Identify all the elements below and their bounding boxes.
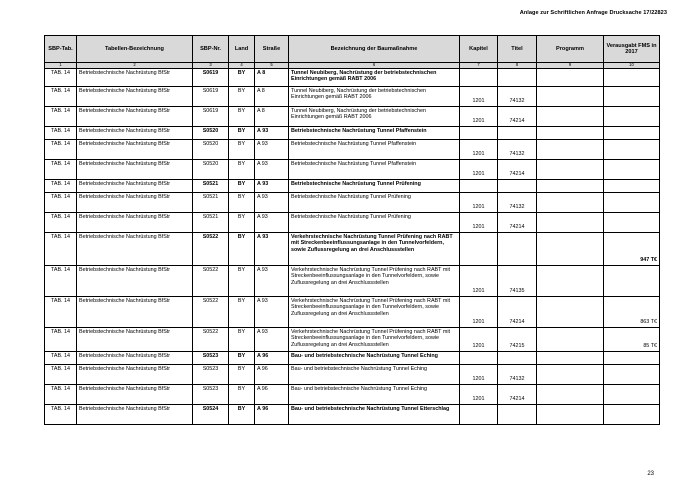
table-cell-land: BY xyxy=(229,86,255,106)
page-header: Anlage zur Schriftlichen Anfrage Drucksache 17/22823 xyxy=(519,10,667,16)
column-header: Kapitel xyxy=(460,36,498,63)
table-cell-tab: TAB. 14 xyxy=(45,296,77,327)
table-cell-land: BY xyxy=(229,296,255,327)
column-number: 6 xyxy=(289,63,460,69)
table-cell-fms xyxy=(604,265,660,296)
table-cell-kap: 1201 xyxy=(460,212,498,232)
table-cell-tab: TAB. 14 xyxy=(45,265,77,296)
table-cell-mass: Betriebstechnische Nachrüstung Tunnel Pfaffenstein xyxy=(289,126,460,139)
table-cell-mass: Betriebstechnische Nachrüstung Tunnel Prüfening xyxy=(289,212,460,232)
column-header: Programm xyxy=(537,36,604,63)
table-cell-titel: 74214 xyxy=(498,384,537,404)
table-cell-str: A 93 xyxy=(255,212,289,232)
table-cell-fms xyxy=(604,126,660,139)
table-cell-bez: Betriebstechnische Nachrüstung BfStr xyxy=(77,265,193,296)
table-cell-mass: Betriebstechnische Nachrüstung Tunnel Prüfening xyxy=(289,192,460,212)
table-cell-tab: TAB. 14 xyxy=(45,106,77,126)
table-cell-bez: Betriebstechnische Nachrüstung BfStr xyxy=(77,384,193,404)
table-cell-kap: 1201 xyxy=(460,296,498,327)
table-cell-tab: TAB. 14 xyxy=(45,159,77,179)
table-cell-nr: S0521 xyxy=(193,192,229,212)
table-cell-mass: Bau- und betriebstechnische Nachrüstung Tunnel Eching xyxy=(289,351,460,364)
table-cell-tab: TAB. 14 xyxy=(45,212,77,232)
column-number: 7 xyxy=(460,63,498,69)
table-cell-str: A 93 xyxy=(255,179,289,192)
column-number: 2 xyxy=(77,63,193,69)
table-cell-fms xyxy=(604,179,660,192)
table-row xyxy=(45,364,660,384)
table-cell-nr: S0522 xyxy=(193,327,229,351)
table-cell-str: A 93 xyxy=(255,192,289,212)
table-cell-fms xyxy=(604,384,660,404)
column-number: 4 xyxy=(229,63,255,69)
table-cell-str: A 8 xyxy=(255,68,289,86)
column-number: 1 xyxy=(45,63,77,69)
table-cell-tab: TAB. 14 xyxy=(45,139,77,159)
table-cell-titel: 74132 xyxy=(498,86,537,106)
table-cell-prog xyxy=(537,159,604,179)
table-cell-str: A 93 xyxy=(255,139,289,159)
table-cell-titel xyxy=(498,68,537,86)
table-cell-land: BY xyxy=(229,327,255,351)
column-header: Bezeichnung der Baumaßnahme xyxy=(289,36,460,63)
table-cell-str: A 93 xyxy=(255,265,289,296)
table-cell-tab: TAB. 14 xyxy=(45,351,77,364)
table-row xyxy=(45,179,660,192)
table-cell-mass: Tunnel Neubiberg, Nachrüstung der betriebstechnischen Einrichtungen gemäß RABT 2006 xyxy=(289,68,460,86)
table-cell-tab: TAB. 14 xyxy=(45,232,77,265)
table-cell-land: BY xyxy=(229,351,255,364)
table-cell-land: BY xyxy=(229,212,255,232)
table-cell-tab: TAB. 14 xyxy=(45,192,77,212)
table-cell-prog xyxy=(537,296,604,327)
table-cell-str: A 8 xyxy=(255,106,289,126)
table-cell-nr: S0619 xyxy=(193,106,229,126)
table-cell-bez: Betriebstechnische Nachrüstung BfStr xyxy=(77,364,193,384)
table-cell-prog xyxy=(537,179,604,192)
table-cell-kap: 1201 xyxy=(460,192,498,212)
table-row xyxy=(45,384,660,404)
table-row xyxy=(45,351,660,364)
table-cell-bez: Betriebstechnische Nachrüstung BfStr xyxy=(77,192,193,212)
table-cell-prog xyxy=(537,139,604,159)
table-cell-land: BY xyxy=(229,106,255,126)
table-cell-mass: Verkehrstechnische Nachrüstung Tunnel Prüfening nach RABT mit Streckenbeeinflussungsanlage in den Tunnelvorfeldern, sowie Zuflussregelung an drei Anschlussstellen xyxy=(289,232,460,265)
table-cell-titel: 74214 xyxy=(498,212,537,232)
table-cell-prog xyxy=(537,265,604,296)
table-row xyxy=(45,159,660,179)
table-row xyxy=(45,296,660,327)
table-cell-kap: 1201 xyxy=(460,384,498,404)
table-row xyxy=(45,106,660,126)
table-cell-titel xyxy=(498,232,537,265)
table-cell-fms xyxy=(604,139,660,159)
table-cell-nr: S0523 xyxy=(193,351,229,364)
table-cell-nr: S0619 xyxy=(193,68,229,86)
table-cell-titel xyxy=(498,404,537,424)
table-cell-nr: S0522 xyxy=(193,296,229,327)
table-cell-fms xyxy=(604,106,660,126)
table-cell-kap xyxy=(460,404,498,424)
table-cell-fms: 863 T€ xyxy=(604,296,660,327)
column-number: 5 xyxy=(255,63,289,69)
table-cell-fms: 947 T€ xyxy=(604,232,660,265)
page-number: 23 xyxy=(647,471,654,477)
table-cell-kap: 1201 xyxy=(460,86,498,106)
table-cell-land: BY xyxy=(229,179,255,192)
table-cell-tab: TAB. 14 xyxy=(45,86,77,106)
table-cell-prog xyxy=(537,86,604,106)
table-cell-kap: 1201 xyxy=(460,364,498,384)
table-cell-kap: 1201 xyxy=(460,327,498,351)
table-cell-land: BY xyxy=(229,404,255,424)
table-cell-titel: 74132 xyxy=(498,364,537,384)
table-cell-kap xyxy=(460,179,498,192)
table-cell-mass: Tunnel Neubiberg, Nachrüstung der betriebstechnischen Einrichtungen gemäß RABT 2006 xyxy=(289,106,460,126)
table-cell-bez: Betriebstechnische Nachrüstung BfStr xyxy=(77,68,193,86)
column-number: 10 xyxy=(604,63,660,69)
table-cell-mass: Betriebstechnische Nachrüstung Tunnel Pfaffenstein xyxy=(289,159,460,179)
table-cell-kap: 1201 xyxy=(460,159,498,179)
table-cell-mass: Bau- und betriebstechnische Nachrüstung Tunnel Etterschlag xyxy=(289,404,460,424)
table-row xyxy=(45,212,660,232)
table-cell-bez: Betriebstechnische Nachrüstung BfStr xyxy=(77,296,193,327)
table-cell-tab: TAB. 14 xyxy=(45,179,77,192)
table-cell-bez: Betriebstechnische Nachrüstung BfStr xyxy=(77,126,193,139)
table-cell-bez: Betriebstechnische Nachrüstung BfStr xyxy=(77,327,193,351)
table-cell-prog xyxy=(537,232,604,265)
table-cell-prog xyxy=(537,351,604,364)
table-row xyxy=(45,126,660,139)
table-cell-bez: Betriebstechnische Nachrüstung BfStr xyxy=(77,139,193,159)
table-cell-titel: 74214 xyxy=(498,106,537,126)
table-cell-kap xyxy=(460,68,498,86)
table-row xyxy=(45,86,660,106)
table-cell-prog xyxy=(537,68,604,86)
table-cell-mass: Bau- und betriebstechnische Nachrüstung Tunnel Eching xyxy=(289,364,460,384)
table-row xyxy=(45,139,660,159)
table-cell-str: A 93 xyxy=(255,159,289,179)
column-header: SBP-Tab. xyxy=(45,36,77,63)
column-number: 8 xyxy=(498,63,537,69)
table-cell-titel: 74135 xyxy=(498,265,537,296)
table-cell-str: A 96 xyxy=(255,404,289,424)
table-cell-titel: 74214 xyxy=(498,296,537,327)
table-cell-bez: Betriebstechnische Nachrüstung BfStr xyxy=(77,106,193,126)
table-cell-fms xyxy=(604,212,660,232)
table-cell-prog xyxy=(537,212,604,232)
table-cell-titel xyxy=(498,351,537,364)
table-cell-prog xyxy=(537,404,604,424)
table-cell-nr: S0522 xyxy=(193,265,229,296)
table-cell-nr: S0520 xyxy=(193,126,229,139)
table-cell-nr: S0520 xyxy=(193,159,229,179)
table-cell-land: BY xyxy=(229,364,255,384)
table-row xyxy=(45,265,660,296)
table-row xyxy=(45,192,660,212)
table-cell-land: BY xyxy=(229,192,255,212)
table-cell-titel: 74132 xyxy=(498,139,537,159)
table-cell-nr: S0524 xyxy=(193,404,229,424)
table-cell-mass: Tunnel Neubiberg, Nachrüstung der betriebstechnischen Einrichtungen gemäß RABT 2006 xyxy=(289,86,460,106)
column-number: 9 xyxy=(537,63,604,69)
table-cell-tab: TAB. 14 xyxy=(45,68,77,86)
table-cell-fms xyxy=(604,351,660,364)
table-cell-nr: S0523 xyxy=(193,384,229,404)
table-cell-kap: 1201 xyxy=(460,106,498,126)
table-cell-tab: TAB. 14 xyxy=(45,404,77,424)
table-cell-fms xyxy=(604,404,660,424)
table-row xyxy=(45,404,660,424)
table-cell-tab: TAB. 14 xyxy=(45,327,77,351)
table-cell-titel xyxy=(498,126,537,139)
table-cell-tab: TAB. 14 xyxy=(45,126,77,139)
table-cell-str: A 93 xyxy=(255,327,289,351)
table-row xyxy=(45,68,660,86)
table-cell-nr: S0520 xyxy=(193,139,229,159)
table-body xyxy=(45,68,660,424)
table-cell-land: BY xyxy=(229,126,255,139)
table-cell-str: A 93 xyxy=(255,296,289,327)
table-cell-nr: S0522 xyxy=(193,232,229,265)
table-cell-kap: 1201 xyxy=(460,265,498,296)
table-cell-mass: Betriebstechnische Nachrüstung Tunnel Prüfening xyxy=(289,179,460,192)
table-cell-land: BY xyxy=(229,139,255,159)
column-header: Tabellen-Bezeichnung xyxy=(77,36,193,63)
table-cell-land: BY xyxy=(229,159,255,179)
table-cell-kap xyxy=(460,351,498,364)
column-number: 3 xyxy=(193,63,229,69)
table-cell-nr: S0523 xyxy=(193,364,229,384)
table-cell-land: BY xyxy=(229,384,255,404)
table-cell-bez: Betriebstechnische Nachrüstung BfStr xyxy=(77,179,193,192)
table-cell-land: BY xyxy=(229,265,255,296)
table-cell-fms xyxy=(604,159,660,179)
table-cell-titel: 74215 xyxy=(498,327,537,351)
table-header xyxy=(45,36,660,69)
column-header: Land xyxy=(229,36,255,63)
table-cell-str: A 96 xyxy=(255,384,289,404)
table-cell-fms xyxy=(604,86,660,106)
table-cell-mass: Betriebstechnische Nachrüstung Tunnel Pfaffenstein xyxy=(289,139,460,159)
table-cell-kap: 1201 xyxy=(460,139,498,159)
table-cell-fms xyxy=(604,68,660,86)
table-cell-str: A 8 xyxy=(255,86,289,106)
column-header: SBP-Nr. xyxy=(193,36,229,63)
table-cell-land: BY xyxy=(229,68,255,86)
table-cell-fms xyxy=(604,364,660,384)
table-cell-nr: S0619 xyxy=(193,86,229,106)
table-cell-mass: Verkehrstechnische Nachrüstung Tunnel Prüfening nach RABT mit Streckenbeeinflussungsanlage in den Tunnelvorfeldern, sowie Zuflussregelung an drei Anschlussstellen xyxy=(289,265,460,296)
table-cell-bez: Betriebstechnische Nachrüstung BfStr xyxy=(77,351,193,364)
table-cell-bez: Betriebstechnische Nachrüstung BfStr xyxy=(77,404,193,424)
table-cell-prog xyxy=(537,126,604,139)
table-row xyxy=(45,327,660,351)
table-cell-kap xyxy=(460,232,498,265)
table-cell-bez: Betriebstechnische Nachrüstung BfStr xyxy=(77,212,193,232)
table-cell-prog xyxy=(537,364,604,384)
table-cell-titel xyxy=(498,179,537,192)
column-header: Verausgabt FMS in 2017 xyxy=(604,36,660,63)
table-cell-tab: TAB. 14 xyxy=(45,364,77,384)
table-cell-fms xyxy=(604,192,660,212)
table-cell-nr: S0521 xyxy=(193,212,229,232)
table-cell-bez: Betriebstechnische Nachrüstung BfStr xyxy=(77,232,193,265)
table-cell-str: A 96 xyxy=(255,364,289,384)
table-cell-mass: Verkehrstechnische Nachrüstung Tunnel Prüfening nach RABT mit Streckenbeeinflussungsanlage in den Tunnelvorfeldern, sowie Zuflussregelung an drei Anschlussstellen xyxy=(289,296,460,327)
table-cell-titel: 74132 xyxy=(498,192,537,212)
table-cell-bez: Betriebstechnische Nachrüstung BfStr xyxy=(77,159,193,179)
table-cell-prog xyxy=(537,192,604,212)
table-cell-mass: Bau- und betriebstechnische Nachrüstung Tunnel Eching xyxy=(289,384,460,404)
column-header: Titel xyxy=(498,36,537,63)
table-cell-bez: Betriebstechnische Nachrüstung BfStr xyxy=(77,86,193,106)
table-row xyxy=(45,232,660,265)
table-cell-prog xyxy=(537,106,604,126)
table-cell-str: A 96 xyxy=(255,351,289,364)
table-cell-str: A 93 xyxy=(255,126,289,139)
table-cell-str: A 93 xyxy=(255,232,289,265)
table-cell-nr: S0521 xyxy=(193,179,229,192)
table-cell-tab: TAB. 14 xyxy=(45,384,77,404)
sbp-table xyxy=(44,35,660,425)
table-cell-land: BY xyxy=(229,232,255,265)
column-header: Straße xyxy=(255,36,289,63)
table-cell-fms: 85 T€ xyxy=(604,327,660,351)
table-cell-mass: Verkehrstechnische Nachrüstung Tunnel Prüfening nach RABT mit Streckenbeeinflussungsanlage in den Tunnelvorfeldern, sowie Zuflussregelung an drei Anschlussstellen xyxy=(289,327,460,351)
table-cell-prog xyxy=(537,384,604,404)
table-cell-kap xyxy=(460,126,498,139)
table-cell-titel: 74214 xyxy=(498,159,537,179)
table-cell-prog xyxy=(537,327,604,351)
